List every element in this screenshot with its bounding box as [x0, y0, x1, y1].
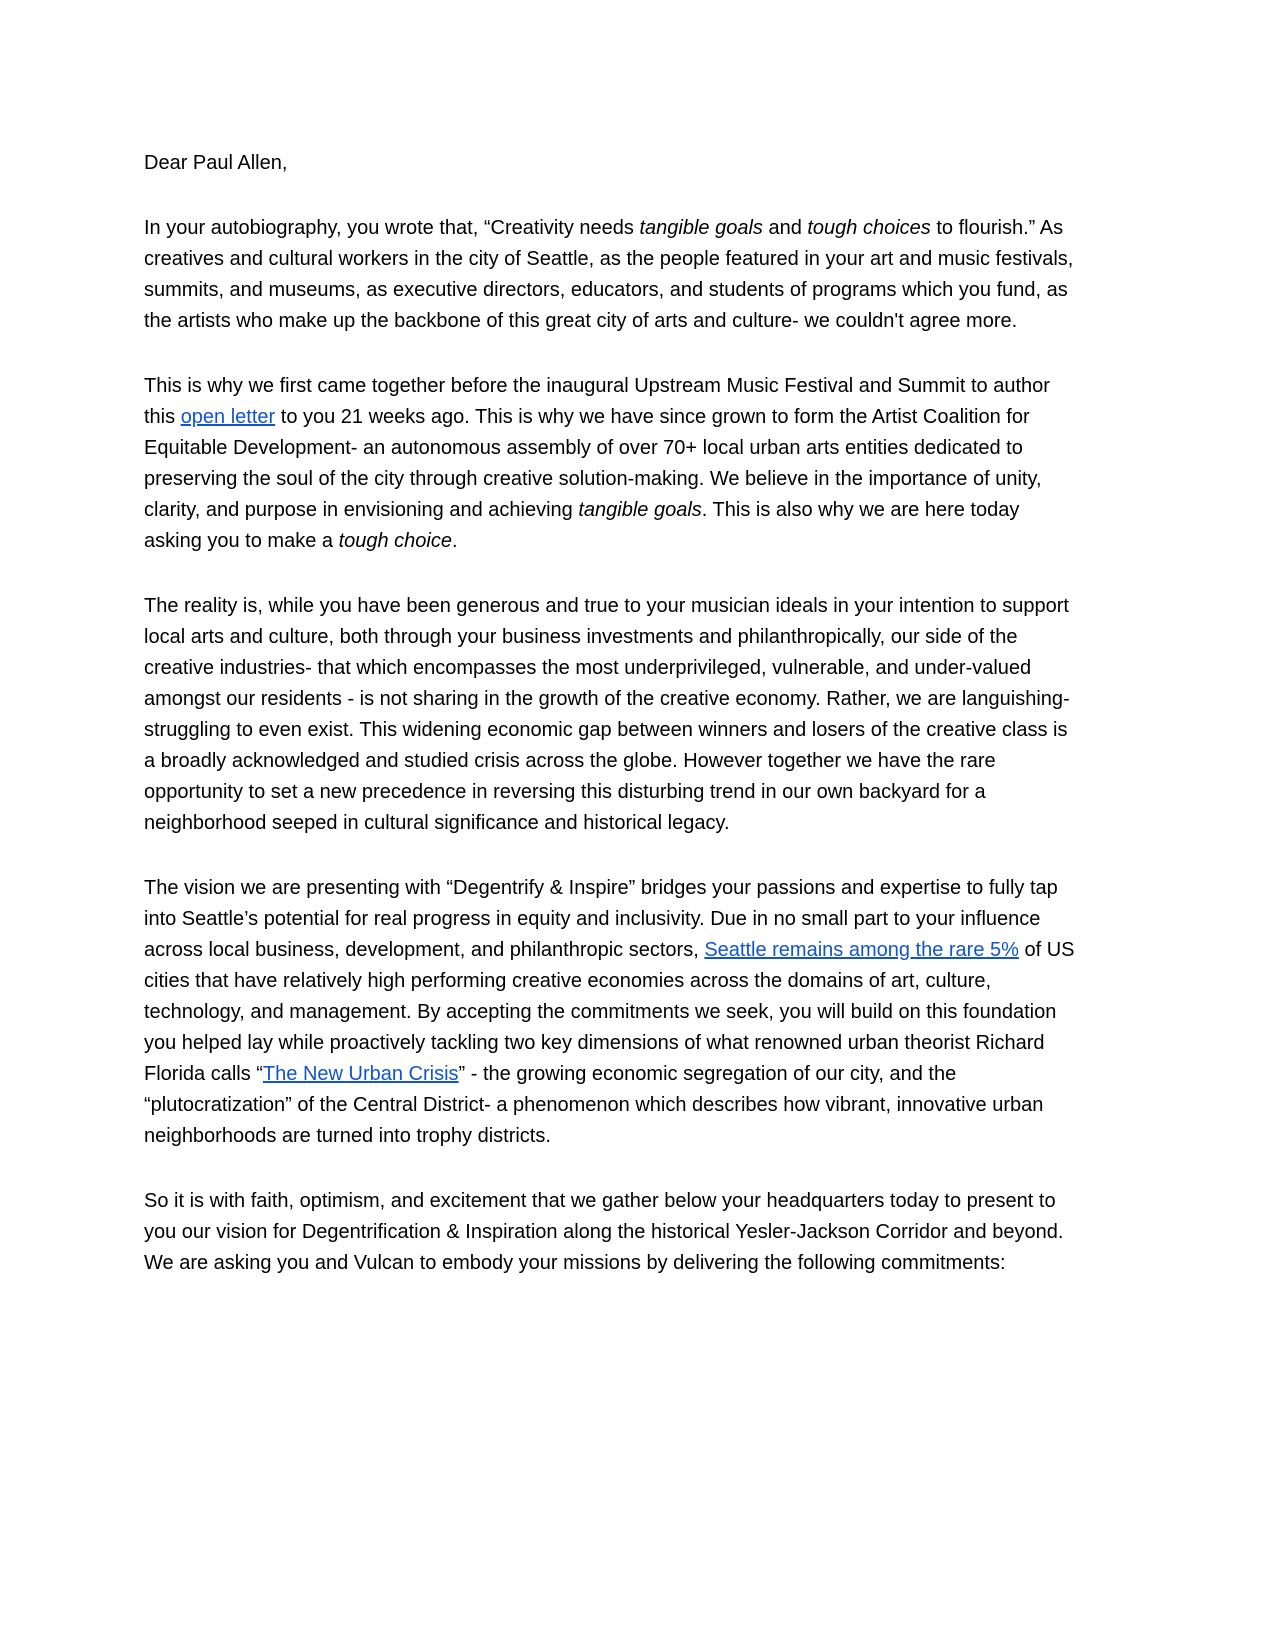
text-run: . This is also why we are here today asking you to make a — [144, 499, 1020, 552]
paragraph-4 — [144, 873, 1079, 1152]
paragraph-1 — [144, 213, 1079, 337]
text-run: In your autobiography, you wrote that, “Creativity needs — [144, 217, 640, 239]
text-run: The vision we are presenting with “Degentrify & Inspire” bridges your passions and expertise to fully tap into Seattle’s potential for real progress in equity and inclusivity. Due in no small part to your influence across local business, development, and philanthropic sectors, — [144, 877, 1058, 961]
letter-body — [144, 213, 1079, 1279]
text-run: . — [451, 530, 458, 552]
text-run: So it is with faith, optimism, and excitement that we gather below your headquarters today to present to you our vision for Degentrification & Inspiration along the historical Yesler-Jackson Corridor and beyond. We are asking you and Vulcan to embody your missions by delivering the following commitments: — [144, 1190, 1064, 1274]
italic-text-run: tough choices — [807, 217, 931, 239]
italic-text-run: tangible goals — [639, 217, 763, 239]
salutation: Dear Paul Allen, — [144, 152, 288, 174]
text-run: ” - the growing economic segregation of our city, and the “plutocratization” of the Central District- a phenomenon which describes how vibrant, innovative urban neighborhoods are turned into trophy districts. — [144, 1063, 1044, 1147]
open-letter-link[interactable]: open letter — [180, 406, 276, 428]
new-urban-crisis-link[interactable]: The New Urban Crisis — [262, 1063, 459, 1085]
seattle-rare-5-percent-link[interactable]: Seattle remains among the rare 5% — [704, 939, 1019, 961]
text-run: of US cities that have relatively high performing creative economies across the domains of art, culture, technology, and management. By accepting the commitments we seek, you will build on this foundation you helped lay while proactively tackling two key dimensions of what renowned urban theorist Richard Florida calls “ — [144, 939, 1075, 1085]
text-run: The reality is, while you have been generous and true to your musician ideals in your intention to support local arts and culture, both through your business investments and philanthropically, our side of the creative industries- that which encompasses the most underprivileged, vulnerable, and under-valued amongst our residents - is not sharing in the growth of the creative economy. Rather, we are languishing- struggling to even exist. This widening economic gap between winners and losers of the creative class is a broadly acknowledged and studied crisis across the globe. However together we have the rare opportunity to set a new precedence in reversing this disturbing trend in our own backyard for a neighborhood seeped in cultural significance and historical legacy. — [144, 595, 1070, 834]
italic-text-run: tough choice — [338, 530, 452, 552]
text-run: This is why we first came together before the inaugural Upstream Music Festival and Summit to author this — [144, 375, 1050, 428]
paragraph-5 — [144, 1186, 1079, 1279]
text-run: to you 21 weeks ago. This is why we have since grown to form the Artist Coalition for Equitable Development- an autonomous assembly of over 70+ local urban arts entities dedicated to preserving the soul of the city through creative solution-making. We believe in the importance of unity, clarity, and purpose in envisioning and achieving — [144, 406, 1042, 521]
paragraph-2 — [144, 371, 1079, 557]
text-run: and — [762, 217, 808, 239]
italic-text-run: tangible goals — [578, 499, 702, 521]
paragraph-3 — [144, 591, 1079, 839]
text-run: to flourish.” As creatives and cultural workers in the city of Seattle, as the people featured in your art and music festivals, summits, and museums, as executive directors, educators, and students of programs which you fund, as the artists who make up the backbone of this great city of arts and culture- we couldn't agree more. — [144, 217, 1074, 332]
